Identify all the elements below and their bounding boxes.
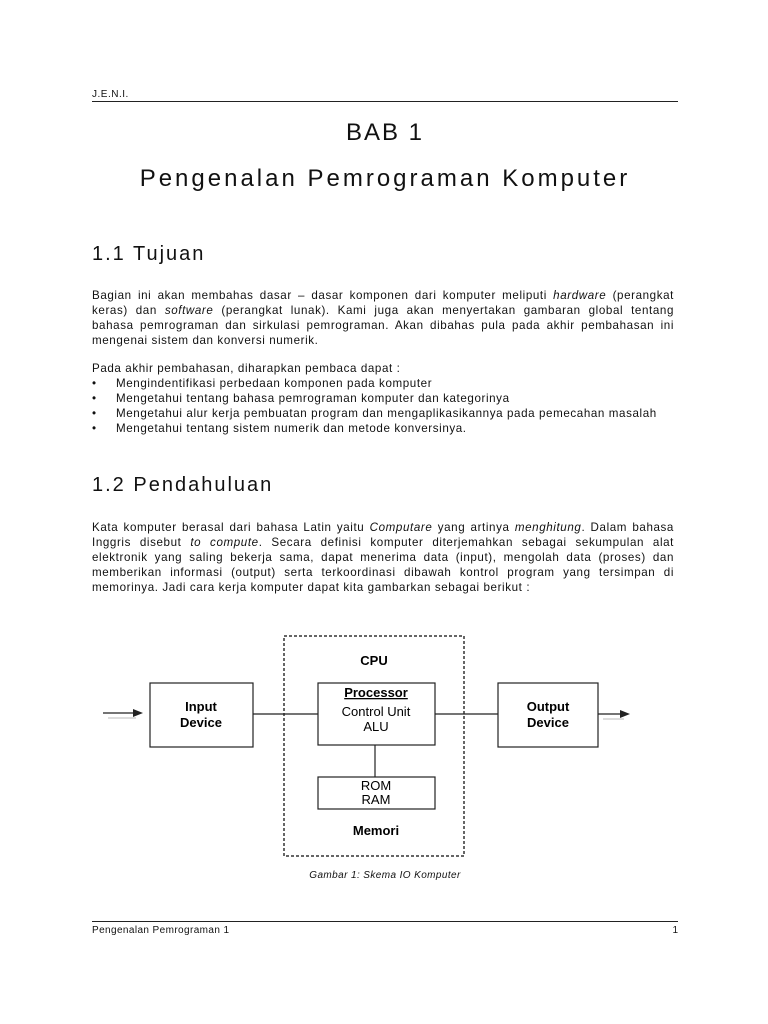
list-item-text: Mengetahui tentang bahasa pemrograman komputer dan kategorinya [116,392,510,405]
term-computare: Computare [369,521,433,534]
section-heading-pendahuluan: 1.2 Pendahuluan [92,474,274,496]
ram-label: RAM [361,792,391,807]
bullet-icon: • [92,422,97,435]
paragraph-tujuan [92,288,674,348]
io-schema-diagram [98,632,658,862]
list-item [92,421,674,436]
input-device-label-line2: Device [180,715,222,730]
term-software: software [164,304,214,317]
text-run: (perangkat keras) dan [92,289,674,317]
list-item [92,376,674,391]
output-device-label-line2: Device [527,715,569,730]
paragraph-intro-list: Pada akhir pembahasan, diharapkan pembaca dapat : [92,362,401,375]
text-run: Kata komputer berasal dari bahasa Latin yaitu [92,521,370,534]
list-item-text: Mengetahui alur kerja pembuatan program dan mengaplikasikannya pada pemecahan masalah [116,407,657,420]
paragraph-pendahuluan [92,520,674,595]
alu-label: ALU [363,719,389,734]
page-number: 1 [672,925,678,936]
cpu-label: CPU [360,653,388,668]
text-run: (perangkat lunak). Kami juga akan menyertakan gambaran global tentang bahasa pemrograman dan sirkulasi pemrograman. Akan dibahas pula pada akhir pembahasan ini mengenai sistem dan konversi numerik. [92,304,674,347]
header-rule [92,101,678,102]
term-menghitung: menghitung [514,521,582,534]
figure-caption: Gambar 1: Skema IO Komputer [309,870,461,881]
text-run: . Dalam bahasa Inggris disebut [92,521,674,549]
text-run: yang artinya [432,521,515,534]
bullet-icon: • [92,392,97,405]
input-device-label-line1: Input [185,699,217,714]
bullet-icon: • [92,407,97,420]
output-arrow-head-icon [620,710,630,718]
footer-rule [92,921,678,922]
list-item-text: Mengetahui tentang sistem numerik dan metode konversinya. [116,422,467,435]
input-arrow-head-icon [133,709,143,717]
term-hardware: hardware [553,289,607,302]
footer-title: Pengenalan Pemrograman 1 [92,925,230,936]
objectives-list [92,376,674,436]
processor-label: Processor [344,685,408,700]
output-device-label-line1: Output [526,699,570,714]
section-heading-tujuan: 1.1 Tujuan [92,243,206,265]
control-unit-label: Control Unit [341,704,411,719]
term-to-compute: to compute [190,536,259,549]
chapter-number: BAB 1 [345,119,425,146]
list-item [92,391,674,406]
list-item-text: Mengindentifikasi perbedaan komponen pada komputer [116,377,433,390]
memori-label: Memori [352,823,400,838]
rom-label: ROM [360,778,392,793]
bullet-icon: • [92,377,97,390]
text-run: Bagian ini akan membahas dasar – dasar komponen dari komputer meliputi [92,289,554,302]
list-item [92,406,674,421]
text-run: . Secara definisi komputer diterjemahkan sebagai sekumpulan alat elektronik yang saling bekerja sama, dapat menerima data (input), mengolah data (proses) dan memberikan informasi (output) serta terkoordinasi dibawah kontrol program yang tersimpan di memorinya. Jadi cara kerja komputer dapat kita gambarkan sebagai berikut : [92,536,675,594]
page-header: J.E.N.I. [92,89,129,100]
chapter-title: Pengenalan Pemrograman Komputer [139,165,631,192]
